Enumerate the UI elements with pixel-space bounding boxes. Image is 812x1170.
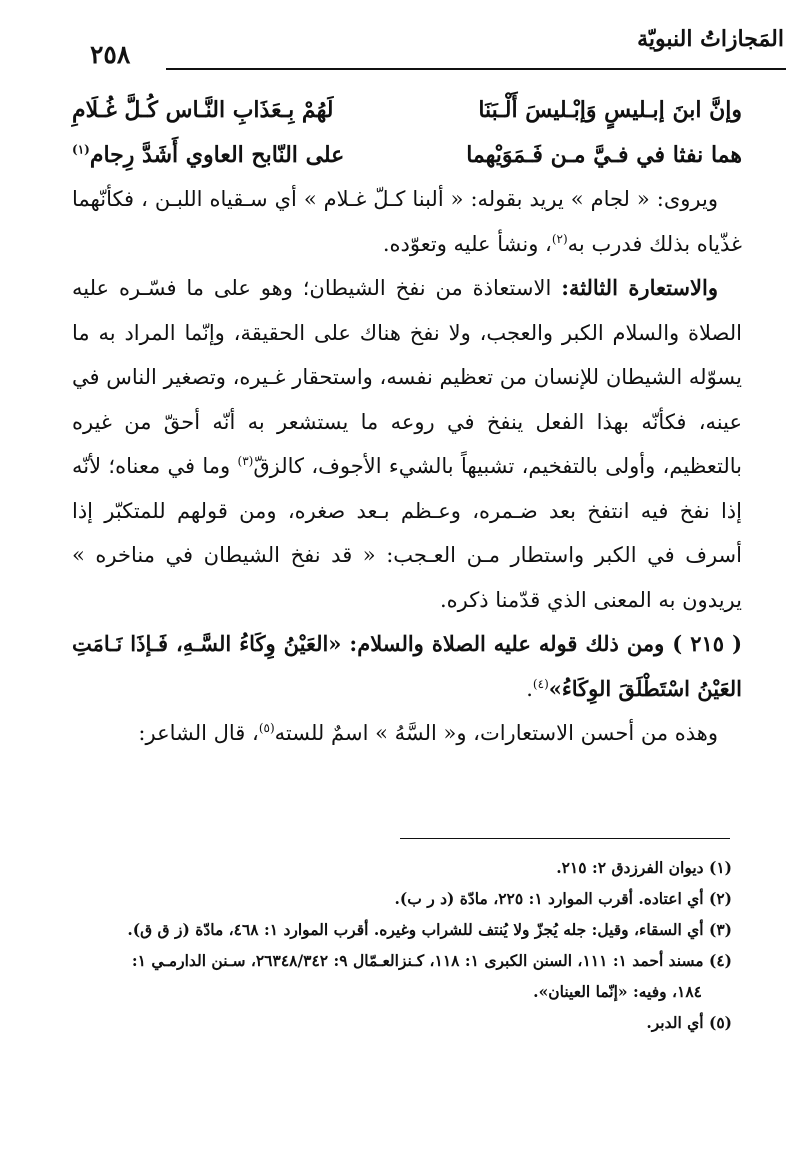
footnote: (٣) أي السقاء، وقيل: جله يُجزّ ولا يُنتف للشراب وغيره. أقرب الموارد ١: ٤٦٨، مادّة (ز ق ق). — [127, 920, 732, 939]
footnote: (٥) أي الدبر. — [646, 1013, 732, 1032]
verse-hemistich-left: لَهُمْ بِـعَذَابِ النَّـاس كُـلَّ غُـلَامِ — [72, 97, 334, 123]
paragraph: والاستعارة الثالثة: الاستعاذة من نفخ الشيطان؛ وهو على ما فسّـره عليه الصلاة والسلام الكبر والعجب، ولا نفخ هناك على الحقيقة، وإنّما المراد به ما يسوّله الشيطان للإنسان من تعظيم نفسه، واستحقار غـيره، وتصغير الناس في عينه، فكأنّه بهذا الفعل ينفخ في روعه ما يستشعر به أنّه أحقّ من غيره بالتعظيم، وأولى بالتفخيم، تشبيهاً بالشيء الأجوف، كالزقّ$^{(٣)}$ وما في معناه؛ لأنّه إذا نفخ فيه انتفخ بعد ضـمره، وعـظم بـعد صغره، ومن قولهم للمتكبّر إذا أسرف في الكبر واستطار مـن العـجب: « قد نفخ الشيطان في مناخره » يريدون به المعنى الذي قدّمنا ذكره. — [72, 275, 742, 612]
verse-line — [72, 133, 742, 178]
section-number: ( ٢١٥ ) — [672, 631, 743, 656]
verse-hemistich-right: وإنَّ ابنَ إبـليسٍ وَإبْـليسَ أَلْـبَنَا — [478, 97, 742, 123]
paragraph: ( ٢١٥ ) ومن ذلك قوله عليه الصلاة والسلام: «العَيْنُ وِكَاءُ السَّـهِ، فَـإذَا نَـامَتِ العَيْنُ اسْتَطْلَقَ الوِكَاءُ»$^{(٤)}$. — [72, 631, 743, 701]
main-text — [72, 88, 742, 756]
footnote-ref: (١) — [72, 142, 90, 157]
paragraph: ويروى: « لجام » يريد بقوله: « ألبنا كـلّ غـلام » أي سـقياه اللبـن ، فكأنّهما غذّياه بذلك فدرب به$^{(٢)}$، ونشأ عليه وتعوّده. — [72, 187, 742, 256]
footnote-ref: (٤) — [532, 676, 549, 691]
footnote-continuation: ١٨٤، وفيه: «إنّما العينان». — [533, 982, 702, 1001]
footnote-ref: (٢) — [551, 231, 568, 246]
footnote: (٤) مسند أحمد ١: ١١١، السنن الكبرى ١: ١١٨، كـنزالعـمّال ٩: ٢٦٣٤٨/٣٤٢، سـنن الدارمـي ١: — [131, 951, 732, 970]
paragraph: وهذه من أحسن الاستعارات، و« السَّهُ » اسمٌ للسته$^{(٥)}$، قال الشاعر: — [138, 721, 718, 745]
verse-line — [72, 88, 742, 133]
header-rule — [166, 68, 786, 70]
footnote-ref: (٣) — [237, 454, 254, 468]
section-heading: والاستعارة الثالثة: — [561, 275, 718, 300]
footnote-ref: (٥) — [258, 721, 275, 735]
footnotes — [72, 852, 732, 1038]
running-title: المَجازاتُ النبويّة — [637, 26, 784, 52]
page-number: ٢٥٨ — [90, 40, 131, 69]
footnote-separator — [400, 838, 730, 839]
verse-hemistich-left: على النّابح العاوي أَشَدَّ رِجام$^{(١)}$ — [72, 141, 345, 168]
footnote: (١) ديوان الفرزدق ٢: ٢١٥. — [556, 858, 732, 877]
footnote: (٢) أي اعتاده. أقرب الموارد ١: ٢٢٥، مادّة (د ر ب). — [394, 889, 732, 908]
verse-hemistich-right: هما نفثا في فـيَّ مـن فَـمَوَيْهما — [466, 141, 742, 168]
